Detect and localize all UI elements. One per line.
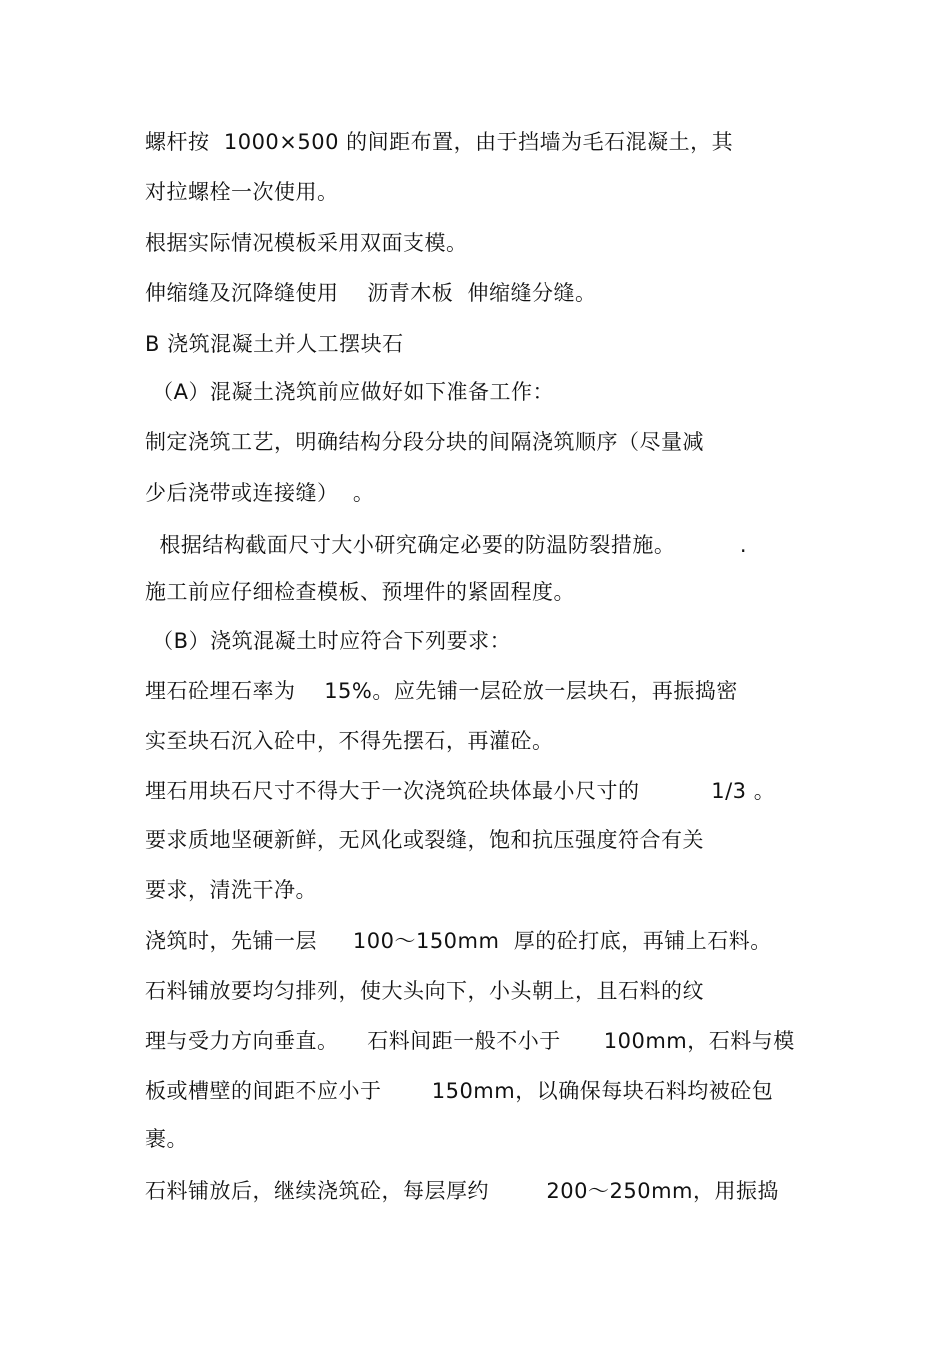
- text-line: 伸缩缝及沉降缝使用 沥青木板 伸缩缝分缝。: [145, 281, 597, 305]
- text-line: 石料铺放后，继续浇筑砼，每层厚约 200～250mm，用振捣: [145, 1179, 779, 1203]
- subsection-heading: （B）浇筑混凝土时应符合下列要求：: [145, 629, 512, 653]
- text-line: 板或槽壁的间距不应小于 150mm，以确保每块石料均被砼包: [145, 1079, 774, 1103]
- text-line: 实至块石沉入砼中，不得先摆石，再灌砼。: [145, 729, 554, 753]
- text-line: 施工前应仔细检查模板、预埋件的紧固程度。: [145, 580, 575, 604]
- subsection-heading: （A）混凝土浇筑前应做好如下准备工作：: [145, 380, 555, 404]
- text-line: 要求，清洗干净。: [145, 878, 317, 902]
- text-line: 根据结构截面尺寸大小研究确定必要的防温防裂措施。 .: [145, 533, 748, 557]
- text-line: 裹。: [145, 1127, 188, 1151]
- text-line: 理与受力方向垂直。 石料间距一般不小于 100mm，石料与模: [145, 1029, 795, 1053]
- text-line: 根据实际情况模板采用双面支模。: [145, 231, 468, 255]
- text-line: 制定浇筑工艺，明确结构分段分块的间隔浇筑顺序（尽量减: [145, 430, 704, 454]
- text-line: 埋石砼埋石率为 15%。应先铺一层砼放一层块石，再振捣密: [145, 679, 738, 703]
- text-line: 少后浇带或连接缝） 。: [145, 481, 375, 505]
- text-line: 要求质地坚硬新鲜，无风化或裂缝，饱和抗压强度符合有关: [145, 828, 704, 852]
- section-heading: B 浇筑混凝土并人工摆块石: [145, 332, 404, 356]
- text-line: 石料铺放要均匀排列，使大头向下，小头朝上，且石料的纹: [145, 979, 704, 1003]
- text-line: 埋石用块石尺寸不得大于一次浇筑砼块体最小尺寸的 1/3 。: [145, 779, 776, 803]
- text-line: 浇筑时，先铺一层 100～150mm 厚的砼打底，再铺上石料。: [145, 929, 772, 953]
- text-line: 对拉螺栓一次使用。: [145, 180, 339, 204]
- text-line: 螺杆按 1000×500 的间距布置，由于挡墙为毛石混凝土，其: [145, 130, 734, 154]
